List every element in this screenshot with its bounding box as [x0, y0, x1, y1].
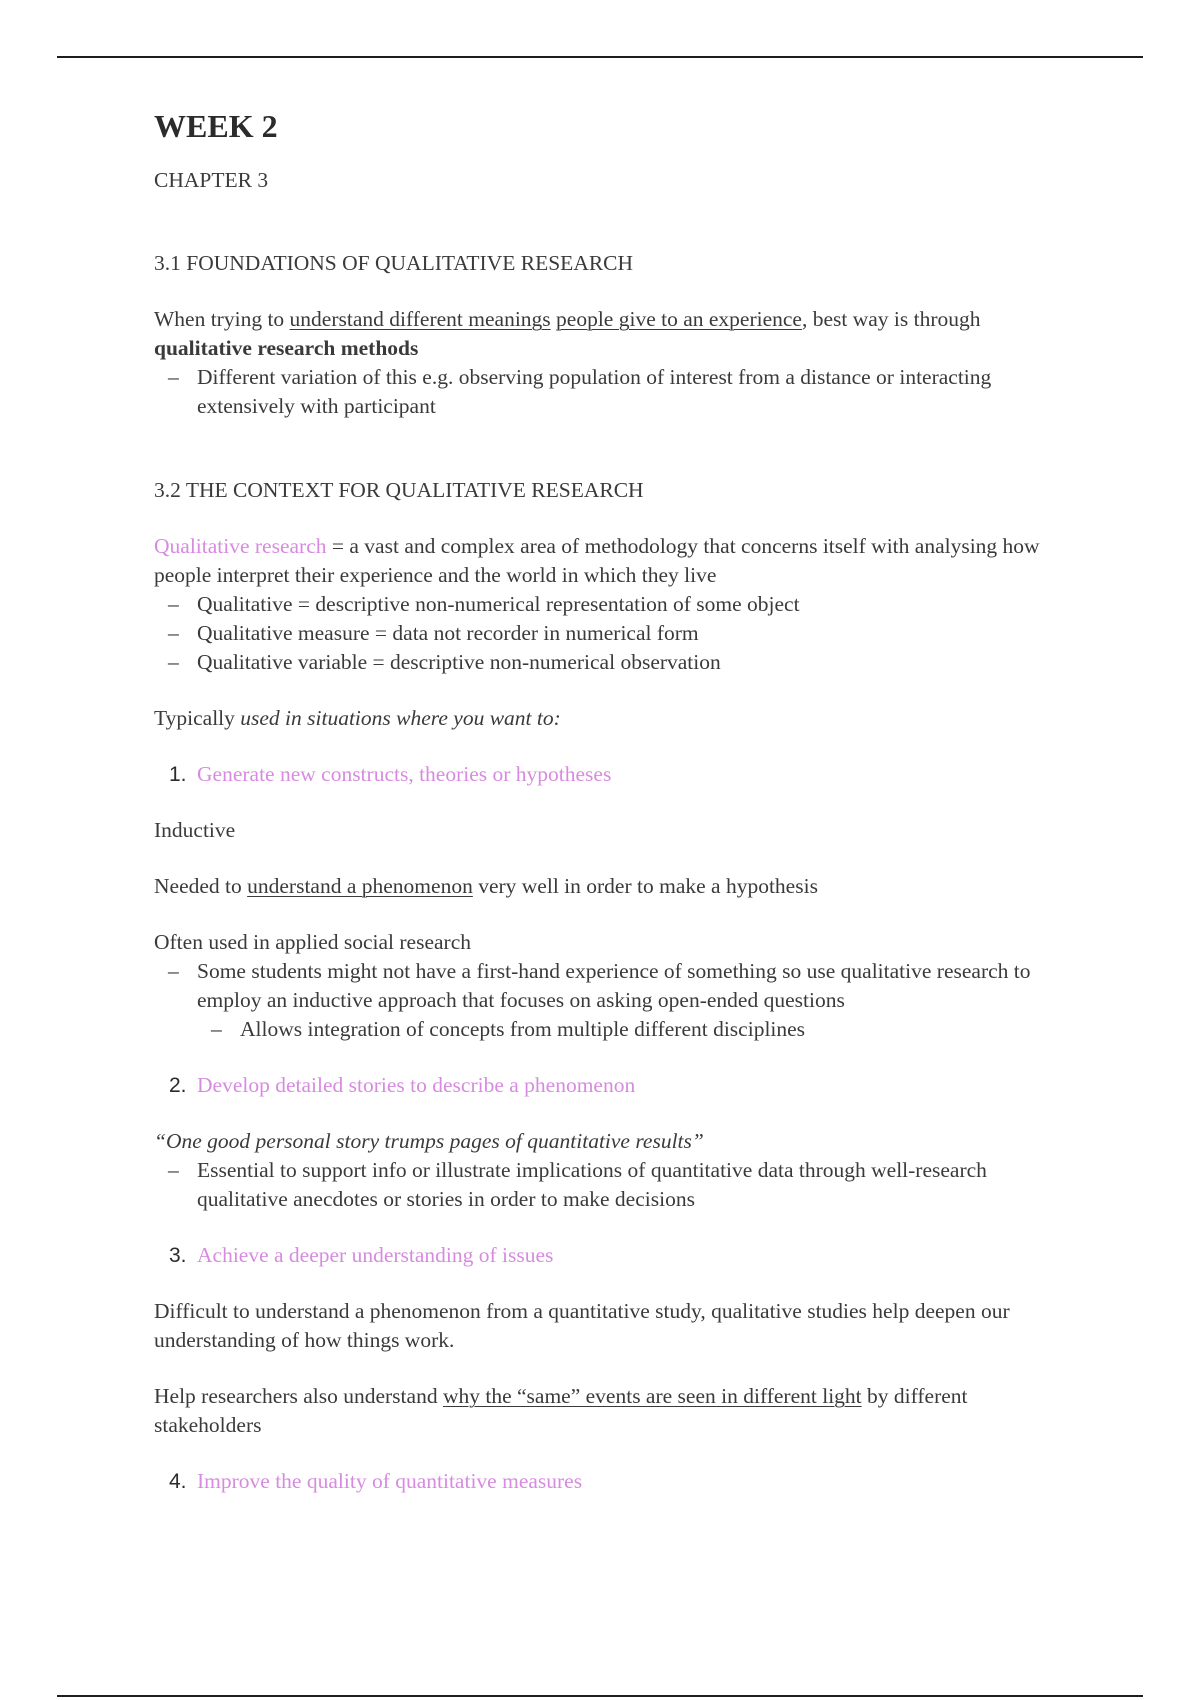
page-title: WEEK 2 — [154, 108, 278, 144]
item-label: Improve the quality of quantitative measures — [197, 1469, 583, 1493]
needed-paragraph — [154, 872, 1054, 901]
section-3-1-heading: 3.1 FOUNDATIONS OF QUALITATIVE RESEARCH — [154, 251, 634, 275]
chapter-label: CHAPTER 3 — [154, 168, 269, 192]
bold-phrase: qualitative research methods — [154, 336, 419, 360]
quote-bullets — [154, 1156, 1054, 1214]
often-bullets — [154, 957, 1054, 1044]
item-number: 4. — [169, 1470, 187, 1493]
numbered-item-2 — [154, 1071, 1054, 1100]
para-text: Help researchers also understand — [154, 1384, 443, 1408]
often-paragraph: Often used in applied social research — [154, 930, 471, 954]
bullet-text: Some students might not have a first-hand experience of something so use qualitative research to employ an inductive approach that focuses on asking open-ended questions — [197, 959, 1031, 1012]
inductive-label: Inductive — [154, 818, 236, 842]
bullet-item: – Qualitative = descriptive non-numerical representation of some object — [197, 590, 1054, 619]
para-text: Needed to — [154, 874, 248, 898]
para-text: by different stakeholders — [154, 1384, 968, 1437]
top-rule — [57, 56, 1143, 58]
quote-text: “One good personal story trumps pages of quantitative results” — [154, 1129, 704, 1153]
para-text: very well in order to make a hypothesis — [472, 874, 818, 898]
para-text: When trying to — [154, 307, 290, 331]
item-label: Develop detailed stories to describe a phenomenon — [197, 1073, 636, 1097]
definition-bullets — [154, 590, 1054, 677]
bullet-item: – Essential to support info or illustrate implications of quantitative data through well-research qualitative anecdotes or stories in order to make decisions — [197, 1156, 1054, 1214]
underlined-phrase: people give to an experience — [556, 307, 802, 331]
section-3-2-heading: 3.2 THE CONTEXT FOR QUALITATIVE RESEARCH — [154, 478, 644, 502]
numbered-item-1 — [154, 760, 1054, 789]
definition-term: Qualitative research — [154, 534, 327, 558]
section-3-1-bullets — [154, 363, 1054, 421]
help-paragraph — [154, 1382, 1054, 1440]
section-3-1-paragraph — [154, 305, 1054, 363]
underlined-phrase: why the “same” events are seen in different light — [442, 1384, 862, 1408]
bottom-rule — [57, 1695, 1143, 1697]
quote-paragraph — [154, 1127, 1054, 1156]
bullet-item: – Allows integration of concepts from multiple different disciplines — [240, 1015, 1054, 1044]
nested-bullets — [197, 1015, 1054, 1044]
numbered-item-3 — [154, 1241, 1054, 1270]
underlined-phrase: understand different meanings — [289, 307, 551, 331]
bullet-item — [197, 957, 1054, 1044]
item-number: 2. — [169, 1074, 187, 1097]
italic-phrase: used in situations where you want to: — [240, 706, 561, 730]
para-text: Typically — [154, 706, 241, 730]
difficult-paragraph: Difficult to understand a phenomenon from a quantitative study, qualitative studies help deepen our understanding of how things work. — [154, 1299, 1010, 1352]
numbered-item-4 — [154, 1467, 1054, 1496]
underlined-phrase: understand a phenomenon — [247, 874, 473, 898]
item-label: Generate new constructs, theories or hypotheses — [197, 762, 612, 786]
item-number: 1. — [169, 763, 187, 786]
bullet-item: – Qualitative measure = data not recorder in numerical form — [197, 619, 1054, 648]
definition-paragraph — [154, 532, 1054, 590]
definition-text: = a vast and complex area of methodology that concerns itself with analysing how people interpret their experience and the world in which they live — [154, 534, 1040, 587]
item-number: 3. — [169, 1244, 187, 1267]
typically-paragraph — [154, 704, 1054, 733]
para-text: , best way is through — [801, 307, 981, 331]
item-label: Achieve a deeper understanding of issues — [197, 1243, 554, 1267]
bullet-item: – Qualitative variable = descriptive non-numerical observation — [197, 648, 1054, 677]
document-page — [154, 104, 1054, 1496]
bullet-item: – Different variation of this e.g. observing population of interest from a distance or interacting extensively with participant — [197, 363, 1054, 421]
